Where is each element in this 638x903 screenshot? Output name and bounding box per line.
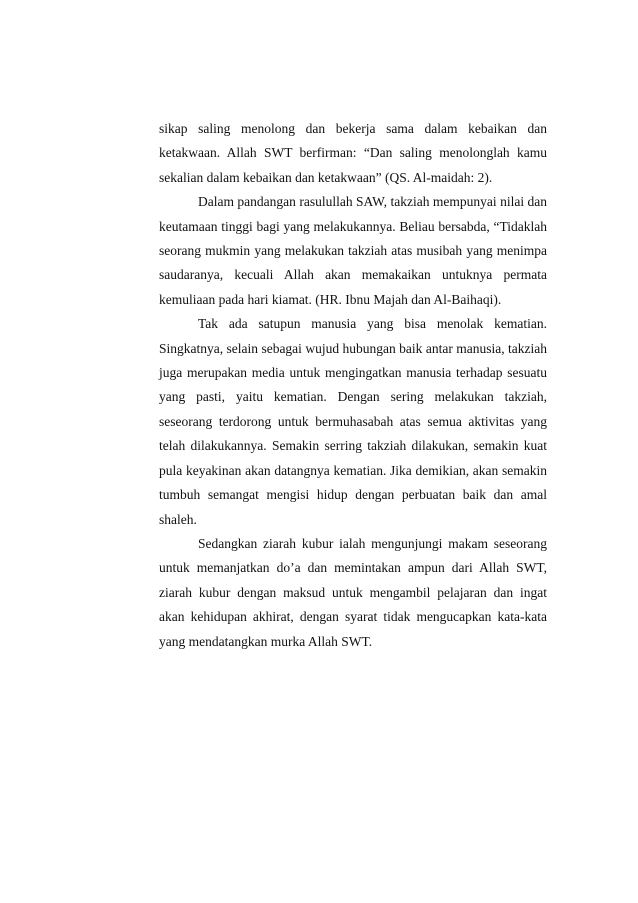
paragraph-2: Dalam pandangan rasulullah SAW, takziah mempunyai nilai dan keutamaan tinggi bagi yang melakukannya. Beliau bersabda, “Tidaklah seorang mukmin yang melakukan takziah atas musibah yang menimpa saudaranya, kecuali Allah akan memakaikan untuknya permata kemuliaan pada hari kiamat. (HR. Ibnu Majah dan Al-Baihaqi).	[159, 194, 547, 307]
paragraph-1: sikap saling menolong dan bekerja sama dalam kebaikan dan ketakwaan. Allah SWT berfirman: “Dan saling menolonglah kamu sekalian dalam kebaikan dan ketakwaan” (QS. Al-maidah: 2).	[159, 121, 547, 185]
paragraph-4: Sedangkan ziarah kubur ialah mengunjungi makam seseorang untuk memanjatkan do’a dan memintakan ampun dari Allah SWT, ziarah kubur dengan maksud untuk mengambil pelajaran dan ingat akan kehidupan akhirat, dengan syarat tidak mengucapkan kata-kata yang mendatangkan murka Allah SWT.	[159, 535, 547, 649]
paragraph-3: Tak ada satupun manusia yang bisa menolak kematian. Singkatnya, selain sebagai wujud hubungan baik antar manusia, takziah juga merupakan media untuk mengingatkan manusia terhadap sesuatu yang pasti, yaitu kematian. Dengan sering melakukan takziah, seseorang terdorong untuk bermuhasabah atas semua aktivitas yang telah dilakukannya. Semakin serring takziah dilakukan, semakin kuat pula keyakinan akan datangnya kematian. Jika demikian, akan semakin tumbuh semangat mengisi hidup dengan perbuatan baik dan amal shaleh.	[159, 316, 547, 527]
body-text	[159, 117, 547, 654]
